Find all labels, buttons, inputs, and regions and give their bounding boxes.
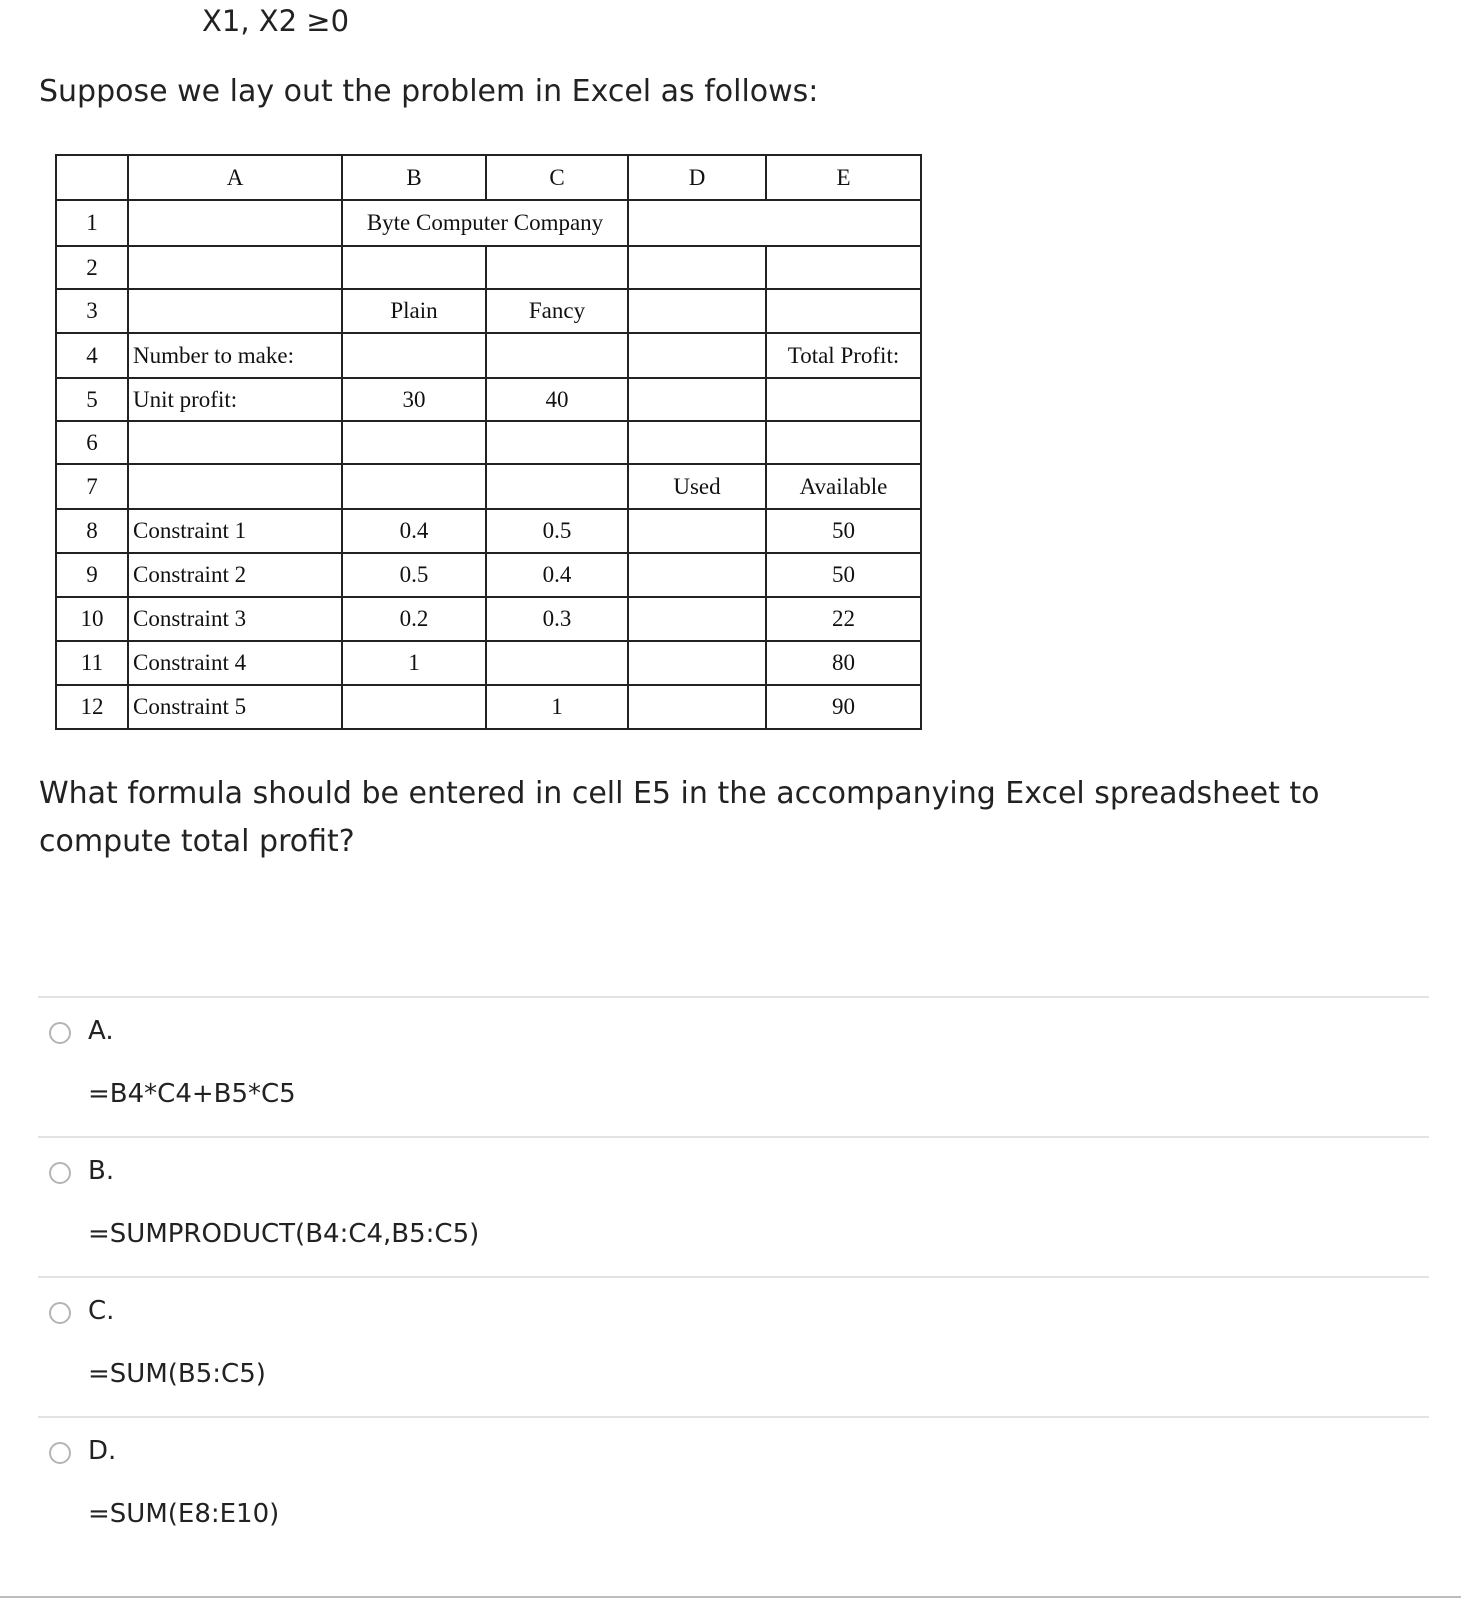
row-number: 12	[56, 685, 128, 729]
row-number: 1	[56, 200, 128, 246]
cell-b	[342, 421, 486, 464]
cell-d	[628, 289, 766, 333]
sheet-row	[56, 421, 921, 464]
cell-b: 1	[342, 641, 486, 685]
cell-c	[486, 464, 628, 509]
cell-a	[128, 421, 342, 464]
cell-a: Number to make:	[128, 333, 342, 378]
column-header-d: D	[628, 155, 766, 200]
nonnegativity-constraint: X1, X2 ≥0	[202, 4, 350, 38]
radio-button-d[interactable]	[49, 1442, 71, 1464]
option-letter: D.	[88, 1436, 117, 1466]
cell-e	[766, 246, 921, 289]
cell-b: 0.4	[342, 509, 486, 553]
cell-d	[628, 421, 766, 464]
cell-c	[486, 333, 628, 378]
cell-d	[628, 509, 766, 553]
cell-d	[628, 246, 766, 289]
bottom-divider	[0, 1596, 1461, 1598]
sheet-row	[56, 597, 921, 641]
row-number: 6	[56, 421, 128, 464]
sheet-row	[56, 553, 921, 597]
cell-e: 90	[766, 685, 921, 729]
row-number: 2	[56, 246, 128, 289]
cell-d	[628, 597, 766, 641]
sheet-row	[56, 246, 921, 289]
column-header-c: C	[486, 155, 628, 200]
cell-d	[628, 685, 766, 729]
radio-button-a[interactable]	[49, 1022, 71, 1044]
cell-b: 0.2	[342, 597, 486, 641]
cell-a	[128, 289, 342, 333]
cell-e: 80	[766, 641, 921, 685]
cell-d	[628, 378, 766, 421]
question-text: What formula should be entered in cell E5 in the accompanying Excel spreadsheet to compute total profit?	[39, 776, 1320, 859]
cell-c	[486, 421, 628, 464]
cell-c: Fancy	[486, 289, 628, 333]
cell-b	[342, 246, 486, 289]
cell-d	[628, 553, 766, 597]
cell-a	[128, 246, 342, 289]
sheet-row	[56, 289, 921, 333]
cell-c: 1	[486, 685, 628, 729]
cell-b	[342, 685, 486, 729]
cell-de	[628, 200, 921, 246]
column-header-e: E	[766, 155, 921, 200]
corner-cell	[56, 155, 128, 200]
option-letter: A.	[88, 1016, 114, 1046]
cell-b	[342, 333, 486, 378]
cell-b: 0.5	[342, 553, 486, 597]
cell-b	[342, 464, 486, 509]
row-number: 11	[56, 641, 128, 685]
cell-d: Used	[628, 464, 766, 509]
cell-a: Constraint 3	[128, 597, 342, 641]
row-number: 5	[56, 378, 128, 421]
column-header-b: B	[342, 155, 486, 200]
cell-d	[628, 641, 766, 685]
option-a[interactable]	[38, 996, 1429, 1136]
cell-e: Total Profit:	[766, 333, 921, 378]
cell-e	[766, 421, 921, 464]
sheet-row	[56, 333, 921, 378]
cell-b: Plain	[342, 289, 486, 333]
cell-a	[128, 464, 342, 509]
option-c[interactable]	[38, 1276, 1429, 1416]
sheet-row	[56, 509, 921, 553]
radio-button-c[interactable]	[49, 1302, 71, 1324]
sheet-row	[56, 685, 921, 729]
row-number: 3	[56, 289, 128, 333]
answer-options	[38, 996, 1429, 1556]
option-b[interactable]	[38, 1136, 1429, 1276]
option-formula: =SUMPRODUCT(B4:C4,B5:C5)	[88, 1219, 480, 1249]
option-d[interactable]	[38, 1416, 1429, 1556]
cell-c: 0.5	[486, 509, 628, 553]
company-title-cell: Byte Computer Company	[342, 200, 628, 246]
option-letter: B.	[88, 1156, 115, 1186]
cell-e	[766, 378, 921, 421]
cell-e: Available	[766, 464, 921, 509]
radio-button-b[interactable]	[49, 1162, 71, 1184]
cell-c	[486, 246, 628, 289]
row-number: 9	[56, 553, 128, 597]
option-formula: =SUM(E8:E10)	[88, 1499, 280, 1529]
cell-a: Unit profit:	[128, 378, 342, 421]
intro-text: Suppose we lay out the problem in Excel as follows:	[39, 74, 819, 109]
option-letter: C.	[88, 1296, 115, 1326]
cell-a: Constraint 4	[128, 641, 342, 685]
column-header-a: A	[128, 155, 342, 200]
cell-a	[128, 200, 342, 246]
cell-e: 50	[766, 553, 921, 597]
row-number: 10	[56, 597, 128, 641]
option-formula: =SUM(B5:C5)	[88, 1359, 266, 1389]
cell-a: Constraint 1	[128, 509, 342, 553]
sheet-row	[56, 641, 921, 685]
cell-e	[766, 289, 921, 333]
cell-a: Constraint 5	[128, 685, 342, 729]
column-header-row	[56, 155, 921, 200]
cell-c: 40	[486, 378, 628, 421]
cell-c: 0.4	[486, 553, 628, 597]
cell-d	[628, 333, 766, 378]
row-number: 4	[56, 333, 128, 378]
option-formula: =B4*C4+B5*C5	[88, 1079, 296, 1109]
row-number: 8	[56, 509, 128, 553]
cell-c	[486, 641, 628, 685]
cell-e: 50	[766, 509, 921, 553]
sheet-row	[56, 200, 921, 246]
cell-b: 30	[342, 378, 486, 421]
sheet-row	[56, 378, 921, 421]
cell-c: 0.3	[486, 597, 628, 641]
row-number: 7	[56, 464, 128, 509]
cell-a: Constraint 2	[128, 553, 342, 597]
cell-e: 22	[766, 597, 921, 641]
excel-spreadsheet-image	[55, 154, 922, 730]
sheet-row	[56, 464, 921, 509]
